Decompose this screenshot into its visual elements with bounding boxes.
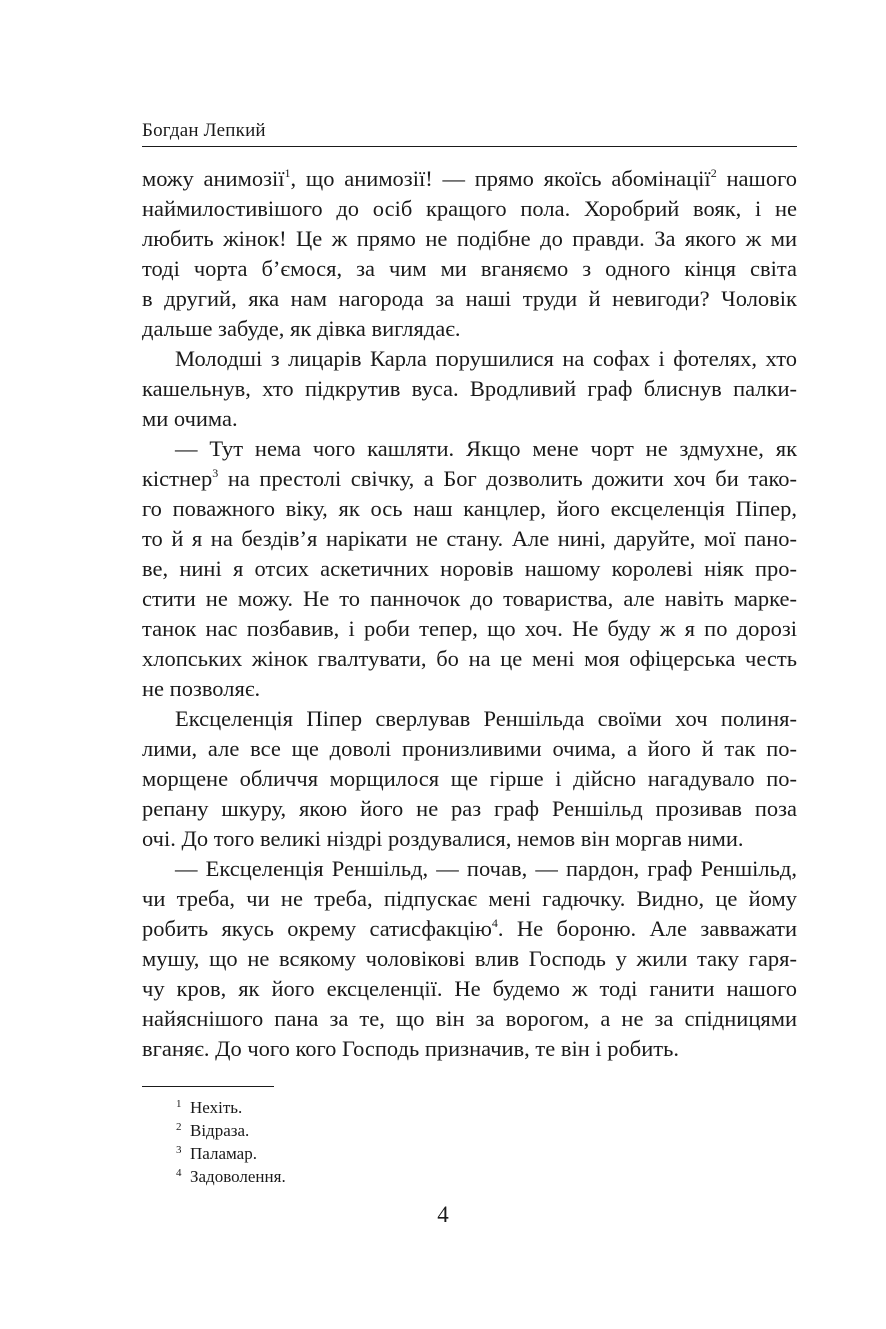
footnote	[176, 1119, 286, 1142]
text-line: хлопських жінок гвалтувати, бо на це мені моя офіцерська честь	[142, 646, 797, 671]
text-line: кістнер$^3$ на престолі свічку, а Бог дозволить дожити хоч би тако-	[142, 466, 797, 491]
footnote-ref-3: 3	[212, 466, 219, 480]
footnote-number: 2	[176, 1121, 182, 1133]
body-text	[142, 164, 797, 1064]
footnote-text: Відраза.	[190, 1121, 250, 1140]
header-author-title: Богдан Лепкий	[142, 120, 266, 141]
footnote-ref-2: 2	[710, 166, 717, 180]
text-line: наймилостивішого до осіб кращого пола. Хоробрий вояк, і не	[142, 196, 797, 221]
footnote-ref-4: 4	[491, 916, 498, 930]
text-line: — Ексцеленція Реншільд, — почав, — пардон, граф Реншільд,	[175, 856, 797, 881]
footnote-text: Паламар.	[190, 1144, 257, 1163]
footnote-text: Задоволення.	[190, 1167, 286, 1186]
footnote	[176, 1165, 286, 1188]
text-line: мушу, що не всякому чоловікові влив Господь у жили таку гаря-	[142, 946, 797, 971]
footnote-divider	[142, 1086, 274, 1087]
footnote-number: 1	[176, 1098, 182, 1110]
text-line: морщене обличчя морщилося ще гірше і дійсно нагадувало по-	[142, 766, 797, 791]
text-line: любить жінок! Це ж прямо не подібне до правди. За якого ж ми	[142, 226, 797, 251]
footnote-ref-1: 1	[284, 166, 291, 180]
text-line: го поважного віку, як ось наш канцлер, його ексцеленція Піпер,	[142, 496, 797, 521]
text-line: ми очима.	[142, 406, 238, 431]
text-line: можу анимозії$^1$, що анимозії! — прямо якоїсь абомінації$^2$ нашого	[142, 166, 797, 191]
page-number: 4	[437, 1202, 449, 1227]
footnote-text: Нехіть.	[190, 1098, 243, 1117]
text-line: тоді чорта б’ємося, за чим ми вганяємо з одного кінця світа	[142, 256, 797, 281]
text-line: Молодші з лицарів Карла порушилися на софах і фотелях, хто	[175, 346, 797, 371]
text-line: в другий, яка нам нагорода за наші труди й невигоди? Чоловік	[142, 286, 797, 311]
footnote-number: 3	[176, 1144, 182, 1156]
text-line: репану шкуру, якою його не раз граф Реншільд прозивав поза	[142, 796, 797, 821]
footnote	[176, 1096, 286, 1119]
text-line: чу кров, як його ексцеленції. Не будемо ж тоді ганити нашого	[142, 976, 797, 1001]
text-line: не позволяє.	[142, 676, 261, 701]
text-line: найяснішого пана за те, що він за ворогом, а не за спідницями	[142, 1006, 797, 1031]
text-line: стити не можу. Не то панночок до товариства, але навіть марке-	[142, 586, 797, 611]
footnote-number: 4	[176, 1167, 182, 1179]
text-line: танок нас позбавив, і роби тепер, що хоч. Не буду ж я по дорозі	[142, 616, 797, 641]
text-line: очі. До того великі ніздрі роздувалися, немов він моргав ними.	[142, 826, 744, 851]
footnote	[176, 1142, 286, 1165]
text-line: чи треба, чи не треба, підпускає мені гадючку. Видно, це йому	[142, 886, 797, 911]
text-line: — Тут нема чого кашляти. Якщо мене чорт не здмухне, як	[175, 436, 797, 461]
text-line: Ексцеленція Піпер сверлував Реншільда своїми хоч полиня-	[175, 706, 797, 731]
text-line: то й я на бездів’я нарікати не стану. Але нині, даруйте, мої пано-	[142, 526, 797, 551]
footnotes	[176, 1096, 286, 1188]
running-header	[142, 118, 797, 147]
text-line: лими, але все ще доволі пронизливими очима, а його й так по-	[142, 736, 797, 761]
text-line: дальше забуде, як дівка виглядає.	[142, 316, 461, 341]
text-line: кашельнув, хто підкрутив вуса. Вродливий граф блиснув палки-	[142, 376, 797, 401]
text-line: ве, нині я отсих аскетичних норовів нашому королеві ніяк про-	[142, 556, 797, 581]
text-line: вганяє. До чого кого Господь призначив, те він і робить.	[142, 1036, 680, 1061]
text-line: робить якусь окрему сатисфакцію$^4$. Не бороню. Але завважати	[142, 916, 797, 941]
